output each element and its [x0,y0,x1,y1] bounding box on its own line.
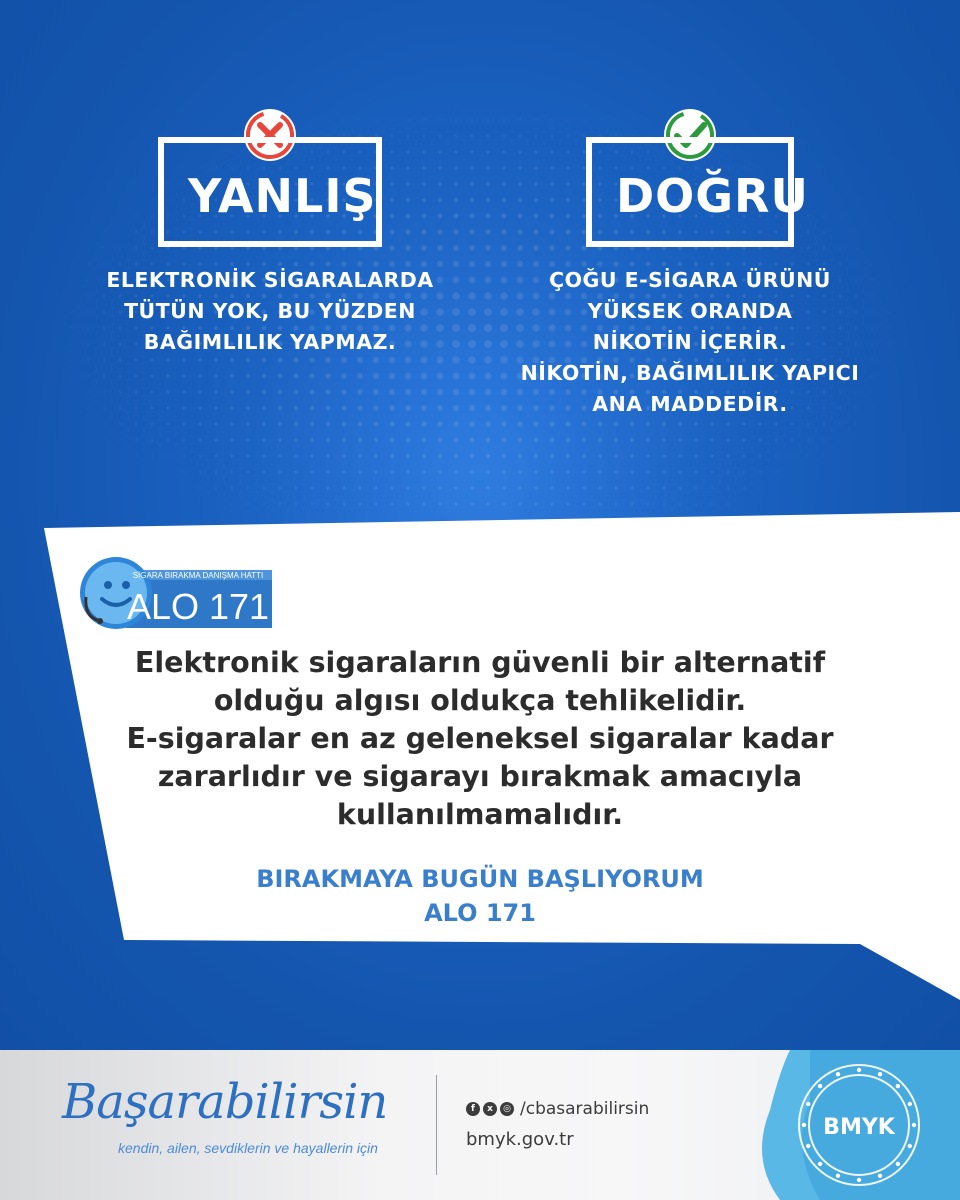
social-handle[interactable]: /cbasarabilirsin [520,1099,650,1119]
statement-line: ELEKTRONİK SİGARALARDA [106,268,434,292]
badge-star [908,1102,912,1106]
brand-logo: Başarabilirsin [62,1074,388,1130]
cta-line: BIRAKMAYA BUGÜN BAŞLIYORUM [256,865,704,893]
message-line: olduğu algısı oldukça tehlikelidir. [213,684,747,717]
message-line: kullanılmamalıdır. [336,798,624,831]
instagram-icon[interactable]: ◎ [500,1102,514,1116]
facebook-icon[interactable]: f [466,1102,480,1116]
badge-star [878,1174,882,1178]
statement-line: NİKOTİN İÇERİR. [592,330,788,354]
badge-star [908,1144,912,1148]
statement-line: ÇOĞU E-SİGARA ÜRÜNÜ [549,268,831,292]
cta-line: ALO 171 [424,899,536,927]
badge-star [802,1123,806,1127]
message-line: zararlıdır ve sigarayı bırakmak amacıyla [157,760,803,793]
message-line: Elektronik sigaraların güvenli bir alternatif [134,646,826,679]
alo-number: ALO 171 [126,586,270,627]
wrong-label: YANLIŞ [188,169,377,223]
statement-line: TÜTÜN YOK, BU YÜZDEN [124,299,416,323]
badge-star [836,1174,840,1178]
badge-star [857,1068,861,1072]
call-to-action [100,862,860,930]
alo-caption: SİGARA BIRAKMA DANIŞMA HATTI [132,571,264,580]
right-label: DOĞRU [616,169,809,223]
statement-line: ANA MADDEDİR. [592,392,788,416]
badge-star [818,1084,822,1088]
statement-line: BAĞIMLILIK YAPMAZ. [143,330,397,354]
badge-star [806,1144,810,1148]
message-line: E-sigaralar en az geleneksel sigaralar kadar [126,722,834,755]
main-message [100,644,860,834]
badge-star [818,1162,822,1166]
footer-divider [436,1075,437,1175]
badge-star [806,1102,810,1106]
statement-line: YÜKSEK ORANDA [587,299,793,323]
brand-tagline: kendin, ailen, sevdiklerin ve hayallerin için [118,1140,378,1156]
badge-label: BMYK [823,1115,895,1140]
badge-star [912,1123,916,1127]
x-icon[interactable]: x [483,1102,497,1116]
bmyk-badge [796,1062,922,1188]
badge-star [896,1084,900,1088]
website-link[interactable]: bmyk.gov.tr [466,1129,574,1150]
badge-star [857,1178,861,1182]
badge-star [878,1072,882,1076]
statement-line: NİKOTİN, BAĞIMLILIK YAPICI [520,361,860,385]
social-links [466,1099,649,1119]
badge-star [896,1162,900,1166]
alo-171-logo [78,553,274,631]
badge-star [836,1072,840,1076]
